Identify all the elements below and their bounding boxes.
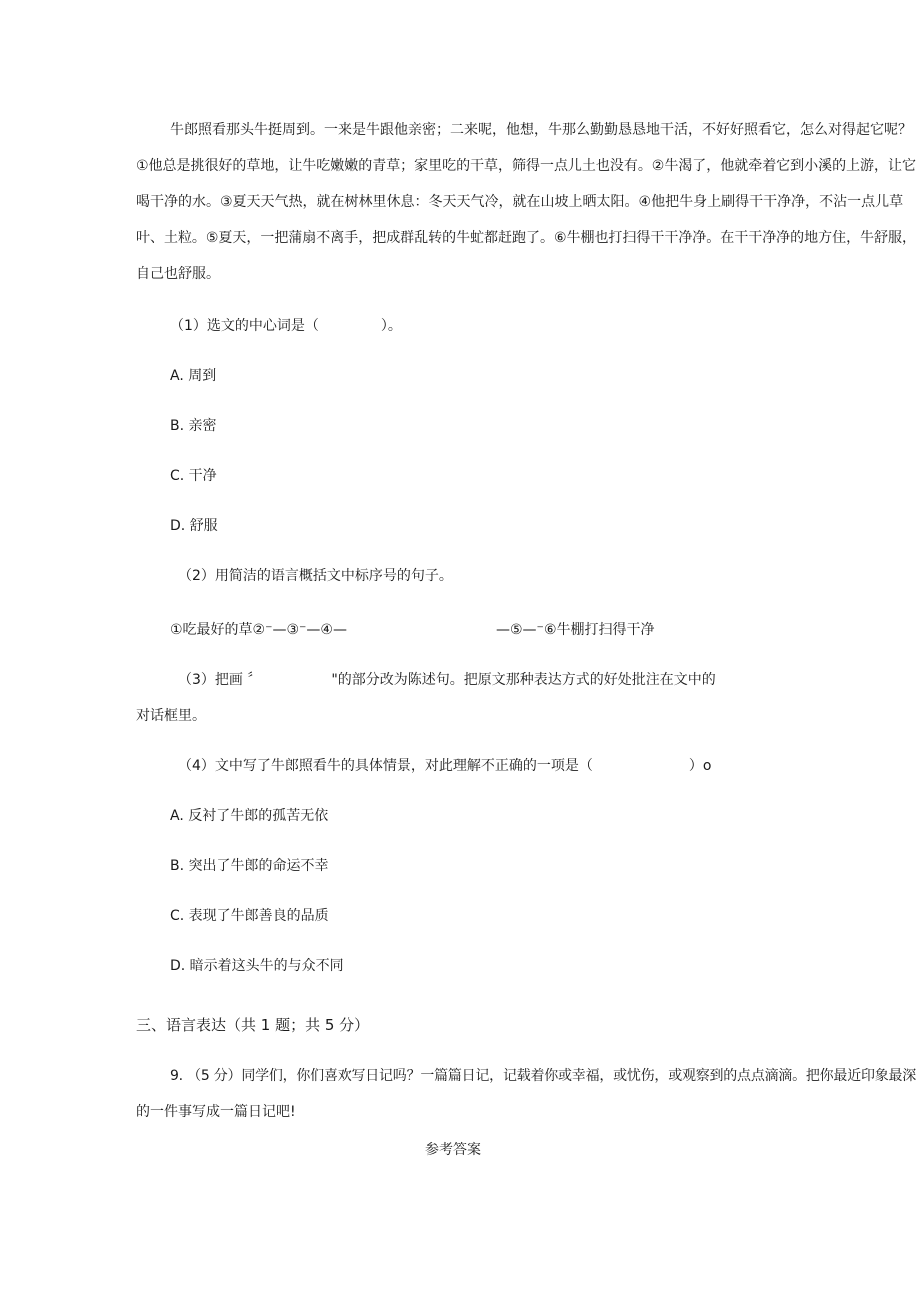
q1-stem-right: ）。 bbox=[380, 318, 402, 334]
section-3-title: 三、语言表达（共 1 题；共 5 分） bbox=[136, 1016, 370, 1034]
answers-heading: 参考答案 bbox=[425, 1142, 481, 1158]
q2-answer-right: —⑤—⁻⑥牛棚打扫得干净 bbox=[496, 622, 655, 638]
q1-option-a: A. 周到 bbox=[170, 368, 217, 384]
q2-answer-left: ①吃最好的草②⁻—③⁻—④— bbox=[170, 622, 347, 638]
q1-stem-left: （1）选文的中心词是（ bbox=[170, 318, 319, 334]
q9-line-2: 的一件事写成一篇日记吧! bbox=[136, 1104, 296, 1120]
q3-stem-line2: 对话框里。 bbox=[136, 708, 206, 724]
passage-line-5: 自己也舒服。 bbox=[136, 266, 220, 282]
q9-line-1: 9. （5 分）同学们，你们喜欢写日记吗？一篇篇日记，记载着你或幸福，或忧伤，或观察到的点点滴滴。把你最近印象最深 bbox=[170, 1068, 917, 1084]
q4-option-d: D. 暗示着这头牛的与众不同 bbox=[170, 958, 344, 974]
q1-option-c: C. 干净 bbox=[170, 468, 217, 484]
q4-option-c: C. 表现了牛郎善良的品质 bbox=[170, 908, 329, 924]
passage-line-1: 牛郎照看那头牛挺周到。一来是牛跟他亲密；二来呢，他想，牛那么勤勤恳恳地干活，不好好照看它，怎么对得起它呢？ bbox=[170, 122, 912, 138]
passage-line-2: ①他总是挑很好的草地，让牛吃嫩嫩的青草；家里吃的干草，筛得一点儿土也没有。②牛渴了，他就牵着它到小溪的上游，让它 bbox=[136, 158, 916, 174]
q3-stem-left: （3）把画 〞 bbox=[178, 672, 262, 688]
q4-stem-right: ）o bbox=[688, 758, 712, 774]
q1-option-b: B. 亲密 bbox=[170, 418, 217, 434]
q1-option-d: D. 舒服 bbox=[170, 518, 218, 534]
q3-stem bbox=[178, 671, 716, 689]
q3-stem-right: "的部分改为陈述句。把原文那种表达方式的好处批注在文中的 bbox=[331, 672, 716, 688]
q4-option-b: B. 突出了牛郎的命运不幸 bbox=[170, 858, 329, 874]
passage-line-4: 叶、土粒。⑤夏天，一把蒲扇不离手，把成群乱转的牛虻都赶跑了。⑥牛棚也打扫得干干净净。在干干净净的地方住，牛舒服， bbox=[136, 230, 916, 246]
passage-line-3: 喝干净的水。③夏天天气热，就在树林里休息：冬天天气冷，就在山坡上晒太阳。④他把牛身上刷得干干净净，不沾一点儿草 bbox=[136, 194, 904, 210]
q1-stem bbox=[170, 317, 402, 335]
q4-option-a: A. 反衬了牛郎的孤苦无依 bbox=[170, 808, 329, 824]
q2-stem: （2）用简洁的语言概括文中标序号的句子。 bbox=[178, 568, 453, 584]
q4-stem-left: （4）文中写了牛郎照看牛的具体情景，对此理解不正确的一项是（ bbox=[178, 758, 593, 774]
q4-stem bbox=[178, 757, 711, 775]
